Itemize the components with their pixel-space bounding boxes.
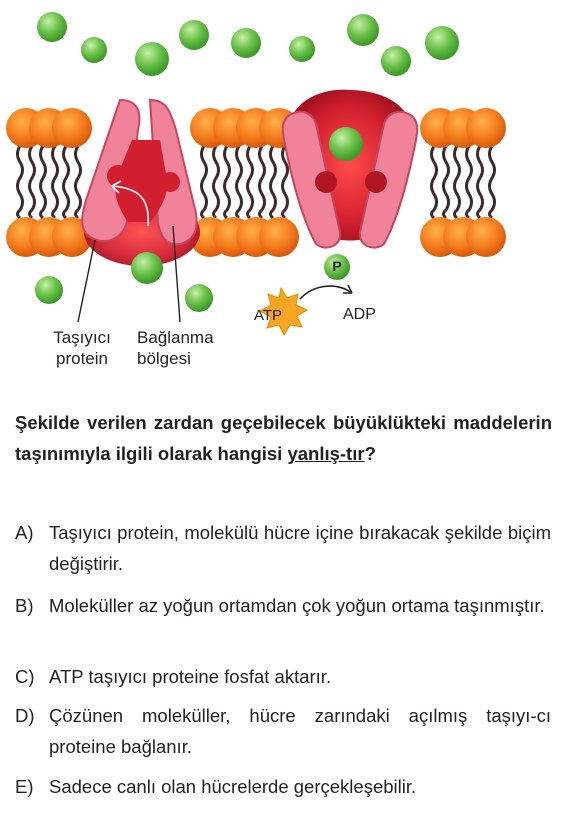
option-letter: D) [15,705,35,726]
atp-label: ATP [254,307,283,324]
lipid-tail [64,146,69,218]
lipid-head [466,108,506,148]
solute-molecule [425,26,459,60]
phosphate-label: P [332,258,342,274]
lipid-tail [202,146,207,218]
option-text: Çözünen moleküller, hücre zarındaki açılmış taşıyı-cı proteine bağlanır. [49,705,551,757]
question-text [15,407,552,469]
option-letter: E) [15,776,34,797]
solute-molecule [81,37,107,63]
carrier-protein-open-outside [283,90,417,248]
lipid-tail [30,146,35,218]
option-text: Moleküller az yoğun ortamdan çok yoğun ortama taşınmıştır. [49,595,545,616]
binding-site-label: Bağlanma bölgesi [137,328,214,368]
option-text: ATP taşıyıcı proteine fosfat aktarır. [49,666,332,687]
lipid-tail [18,146,23,218]
option-letter: B) [15,595,34,616]
option-text: Sadece canlı olan hücrelerde gerçekleşebilir. [49,776,417,797]
lipid-tail [478,146,483,218]
outside-molecules [37,12,459,76]
lipid-tail [260,146,265,218]
lipid-head [259,217,299,257]
lipid-tail [248,146,253,218]
lipid-tail [455,146,460,218]
solute-molecule [381,46,411,76]
solute-molecule [35,276,63,304]
answer-option-b[interactable] [15,590,551,621]
bound-solute-molecule [329,127,363,161]
solute-molecule [289,36,315,62]
solute-molecule [37,12,67,42]
answer-option-e[interactable] [15,771,551,802]
question-emphasis: yanlış-tır [287,443,365,464]
lipid-tail [76,146,81,218]
adp-label: ADP [343,306,376,323]
solute-molecule [135,42,169,76]
released-solute-molecule [131,252,163,284]
lipid-head [466,217,506,257]
option-text: Taşıyıcı protein, molekülü hücre içine bırakacak şekilde biçim değiştirir. [49,522,551,574]
lipid-tail [237,146,242,218]
lipid-tail [467,146,472,218]
lipid-heads-inner [6,217,506,257]
membrane-diagram [0,0,582,380]
lipid-tail [225,146,230,218]
solute-molecule [231,28,261,58]
question-mark: ? [364,443,376,464]
lipid-tail [490,146,495,218]
membrane-transport-figure [0,0,582,380]
solute-molecule [179,20,209,50]
lipid-tail [53,146,58,218]
lipid-tail [214,146,219,218]
lipid-tail [444,146,449,218]
lipid-tail [41,146,46,218]
solute-molecule [347,14,379,46]
carrier-protein-open-inside [82,100,200,266]
carrier-protein-label: Taşıyıcı protein [53,328,111,368]
answer-option-d[interactable] [15,700,551,762]
lipid-head [52,108,92,148]
option-letter: C) [15,666,35,687]
question-body: Şekilde verilen zardan geçebilecek büyüklükteki maddelerin taşınımıyla ilgili olarak hangisi [15,412,552,464]
option-letter: A) [15,522,34,543]
answer-option-a[interactable] [15,517,551,579]
lipid-tail [271,146,276,218]
solute-molecule [185,284,213,312]
lipid-tail [432,146,437,218]
lipid-heads-outer [6,108,506,148]
answer-option-c[interactable] [15,661,551,692]
